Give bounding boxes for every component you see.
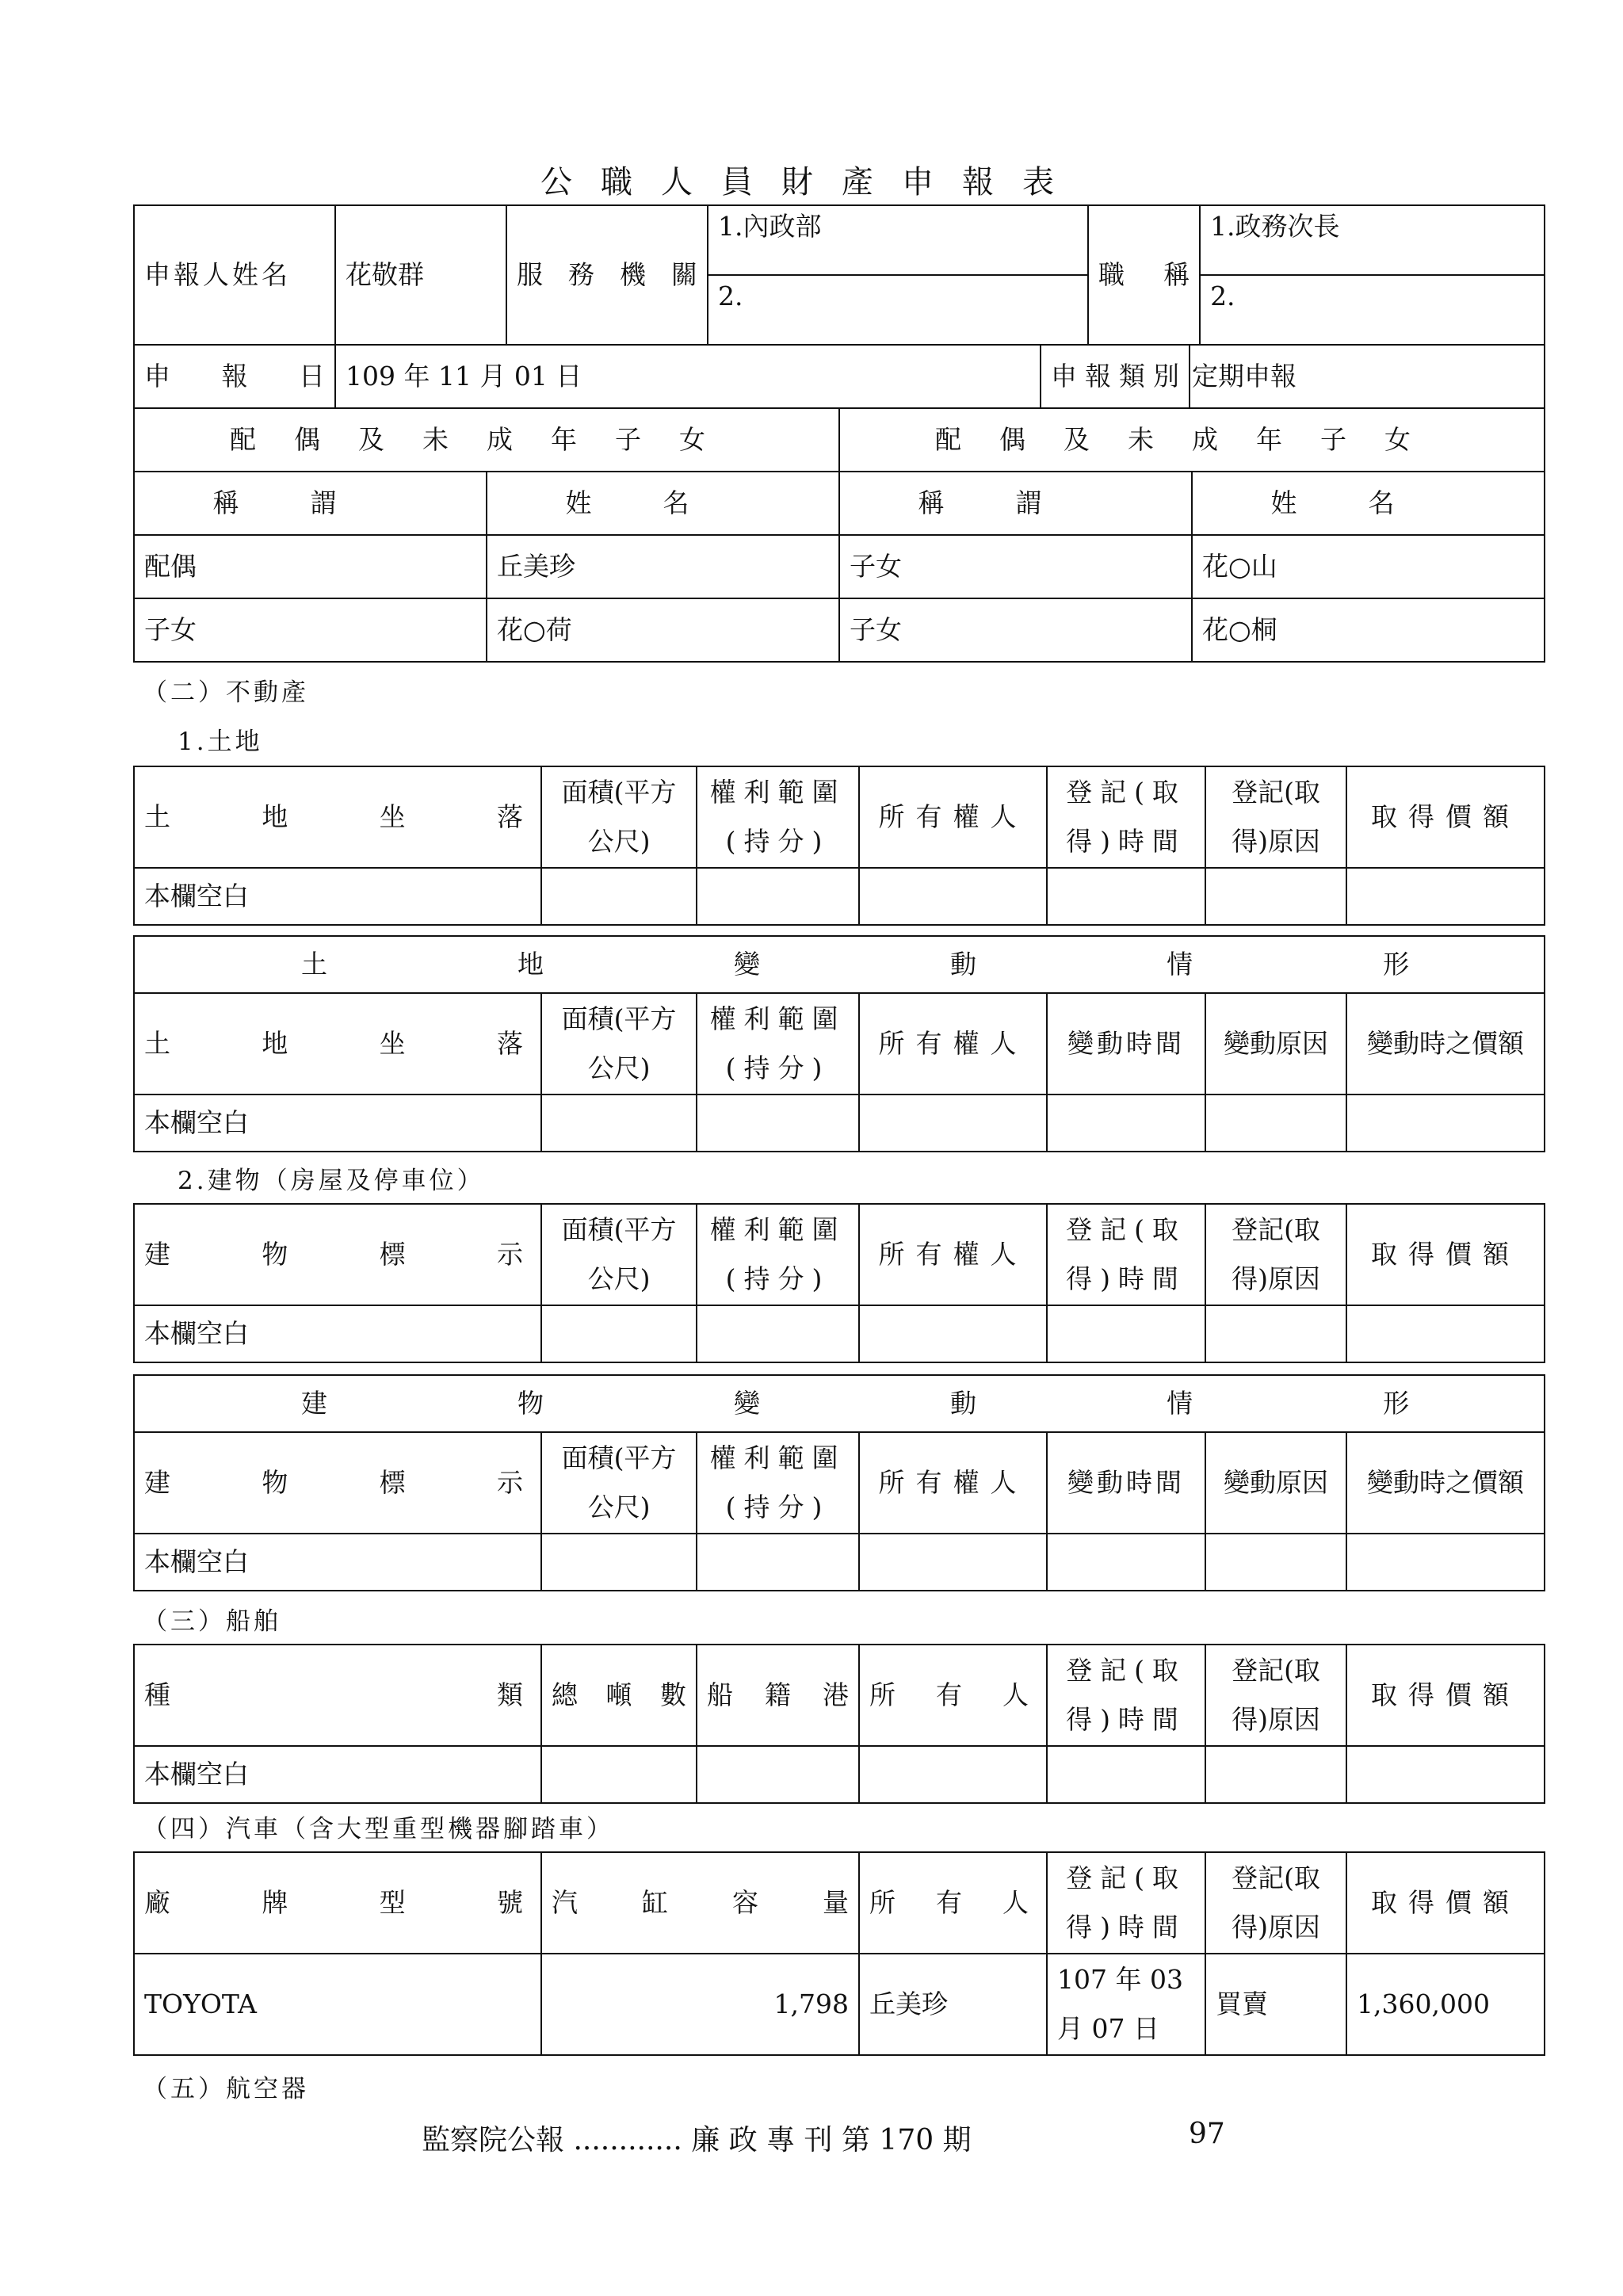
car-cc: 1,798 (541, 1954, 859, 2055)
date-label: 申報日 (134, 345, 335, 408)
family-cell: 子女 (839, 535, 1192, 598)
family-cell: 花○山 (1192, 535, 1545, 598)
table-row (134, 535, 1545, 598)
building-change-col-share: 權利範圍(持分) (697, 1432, 859, 1534)
land-col-area: 面積(平方公尺) (541, 766, 697, 868)
ships-col-reg-reason: 登記(取得)原因 (1205, 1645, 1346, 1746)
building-col-mark: 建物標示 (134, 1204, 541, 1305)
car-reg-date-line-1: 107 年 03 (1057, 1964, 1183, 1995)
job-title-1: 1.政務次長 (1200, 205, 1545, 275)
table-row (134, 1305, 1545, 1362)
ships-col-tonnage: 總噸數 (541, 1645, 697, 1746)
declaration-type-label: 申報類別 (1041, 345, 1190, 408)
building-change-table (133, 1374, 1545, 1591)
car-reg-date-line-2: 月 07 日 (1057, 2013, 1159, 2044)
land-change-col-time: 變動時間 (1047, 993, 1205, 1095)
land-change-col-share: 權利範圍(持分) (697, 993, 859, 1095)
building-change-col-reason: 變動原因 (1205, 1432, 1346, 1534)
land-col-reg-reason: 登記(取得)原因 (1205, 766, 1346, 868)
name-header: 姓名 (487, 472, 839, 535)
ships-col-owner: 所有人 (859, 1645, 1047, 1746)
building-change-title: 建物變動情形 (134, 1375, 1545, 1432)
name-header: 姓名 (1192, 472, 1545, 535)
land-change-col-value: 變動時之價額 (1346, 993, 1545, 1095)
land-col-share: 權利範圍(持分) (697, 766, 859, 868)
blank-cell: 本欄空白 (134, 1534, 541, 1591)
ships-table (133, 1644, 1545, 1804)
blank-cell: 本欄空白 (134, 868, 541, 925)
land-col-owner: 所有權人 (859, 766, 1047, 868)
land-col-price: 取得價額 (1346, 766, 1545, 868)
family-cell: 子女 (839, 598, 1192, 662)
agency-1: 1.內政部 (708, 205, 1088, 275)
land-col-location: 土地坐落 (134, 766, 541, 868)
building-col-reg-reason: 登記(取得)原因 (1205, 1204, 1346, 1305)
car-brand: TOYOTA (134, 1954, 541, 2055)
ships-col-port: 船籍港 (697, 1645, 859, 1746)
building-col-owner: 所有權人 (859, 1204, 1047, 1305)
table-row (134, 1534, 1545, 1591)
family-cell: 丘美珍 (487, 535, 839, 598)
cars-col-price: 取得價額 (1346, 1852, 1545, 1954)
date-value: 109 年 11 月 01 日 (335, 345, 1041, 408)
building-change-col-mark: 建物標示 (134, 1432, 541, 1534)
cars-section-heading: （四）汽車（含大型重型機器腳踏車） (143, 1815, 614, 1843)
land-subheading: 1.土地 (178, 728, 263, 756)
blank-cell: 本欄空白 (134, 1746, 541, 1803)
building-col-price: 取得價額 (1346, 1204, 1545, 1305)
building-table (133, 1203, 1545, 1363)
land-change-table (133, 935, 1545, 1152)
land-change-col-owner: 所有權人 (859, 993, 1047, 1095)
table-row (134, 1746, 1545, 1803)
car-reg-reason: 買賣 (1205, 1954, 1346, 2055)
land-change-title: 土地變動情形 (134, 936, 1545, 993)
relation-header: 稱謂 (134, 472, 487, 535)
family-cell: 子女 (134, 598, 487, 662)
ships-col-price: 取得價額 (1346, 1645, 1545, 1746)
aircraft-section-heading: （五）航空器 (143, 2075, 309, 2103)
table-row (134, 868, 1545, 925)
cars-col-reg-time: 登記(取得)時間 (1047, 1852, 1205, 1954)
table-row (134, 598, 1545, 662)
building-change-col-time: 變動時間 (1047, 1432, 1205, 1534)
relation-header: 稱謂 (839, 472, 1192, 535)
blank-cell: 本欄空白 (134, 1305, 541, 1362)
table-row (134, 1095, 1545, 1152)
ships-col-type: 種類 (134, 1645, 541, 1746)
cars-col-reg-reason: 登記(取得)原因 (1205, 1852, 1346, 1954)
table-row (134, 1954, 1545, 2055)
family-table (133, 407, 1545, 663)
declaration-type-value: 定期申報 (1190, 345, 1545, 408)
family-cell: 花○桐 (1192, 598, 1545, 662)
cars-col-brand: 廠牌型號 (134, 1852, 541, 1954)
building-change-col-owner: 所有權人 (859, 1432, 1047, 1534)
land-change-col-area: 面積(平方公尺) (541, 993, 697, 1095)
car-reg-date (1047, 1954, 1205, 2055)
building-change-col-area: 面積(平方公尺) (541, 1432, 697, 1534)
family-cell: 配偶 (134, 535, 487, 598)
land-change-col-reason: 變動原因 (1205, 993, 1346, 1095)
building-col-area: 面積(平方公尺) (541, 1204, 697, 1305)
footer-publication: 監察院公報 ............ 廉 政 專 刊 第 170 期 (422, 2124, 972, 2157)
land-table (133, 766, 1545, 926)
agency-label: 服務機關 (506, 205, 708, 345)
car-price: 1,360,000 (1346, 1954, 1545, 2055)
building-change-col-value: 變動時之價額 (1346, 1432, 1545, 1534)
real-estate-section-heading: （二）不動產 (143, 678, 309, 707)
ships-col-reg-time: 登記(取得)時間 (1047, 1645, 1205, 1746)
form-title: 公職人員財產申報表 (540, 164, 1083, 201)
building-subheading: 2.建物（房屋及停車位） (178, 1167, 485, 1195)
blank-cell: 本欄空白 (134, 1095, 541, 1152)
land-col-reg-time: 登記(取得)時間 (1047, 766, 1205, 868)
declarant-name: 花敬群 (335, 205, 506, 345)
cars-col-cc: 汽缸容量 (541, 1852, 859, 1954)
building-col-reg-time: 登記(取得)時間 (1047, 1204, 1205, 1305)
agency-2: 2. (708, 275, 1088, 345)
family-cell: 花○荷 (487, 598, 839, 662)
job-title-label: 職稱 (1088, 205, 1200, 345)
car-owner: 丘美珍 (859, 1954, 1047, 2055)
building-col-share: 權利範圍(持分) (697, 1204, 859, 1305)
job-title-2: 2. (1200, 275, 1545, 345)
family-section-right: 配偶及未成年子女 (839, 408, 1545, 472)
family-section-left: 配偶及未成年子女 (134, 408, 839, 472)
declarant-name-label: 申報人姓名 (134, 205, 335, 345)
ships-section-heading: （三）船舶 (143, 1607, 281, 1636)
declarant-header-table (133, 204, 1545, 409)
land-change-col-location: 土地坐落 (134, 993, 541, 1095)
cars-col-owner: 所有人 (859, 1852, 1047, 1954)
page-number: 97 (1189, 2118, 1225, 2150)
cars-table (133, 1851, 1545, 2056)
